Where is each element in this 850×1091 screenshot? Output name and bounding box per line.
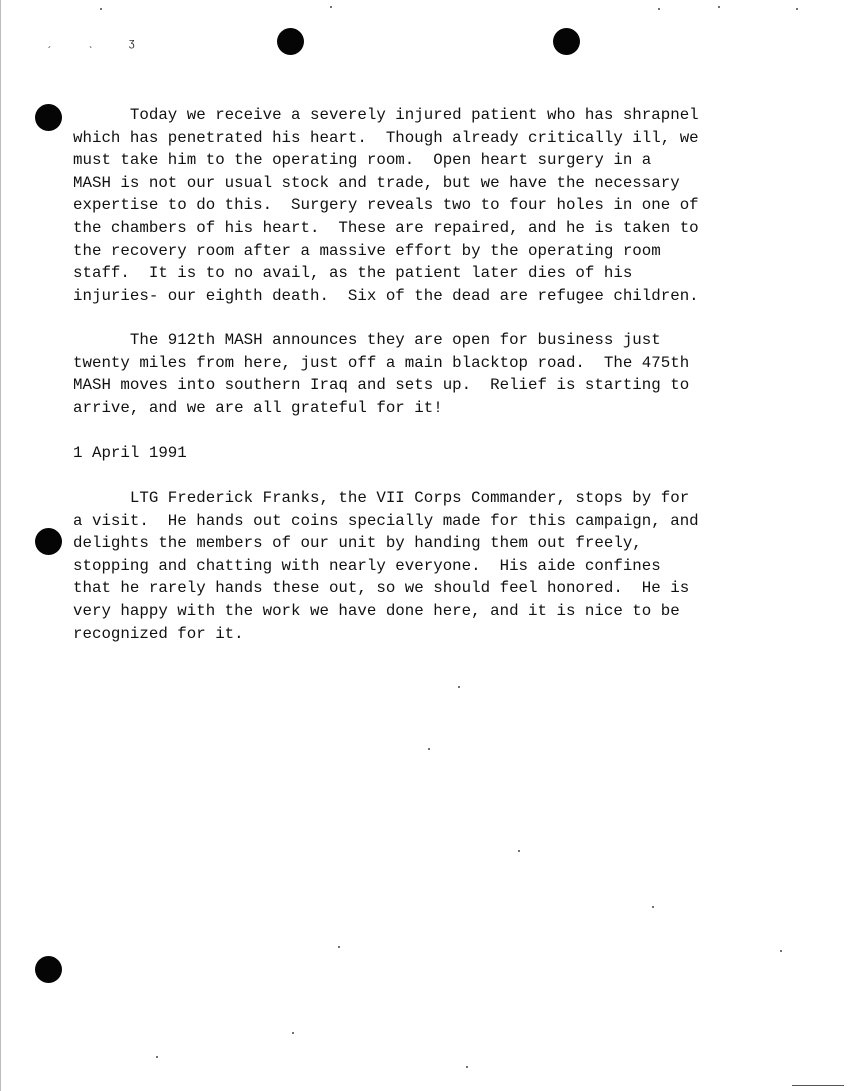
text-line: The 912th MASH announces they are open for business just (73, 331, 661, 349)
scan-speck (718, 6, 720, 8)
text-line: expertise to do this. Surgery reveals two to four holes in one of (73, 196, 699, 215)
scan-speck (100, 8, 102, 10)
scan-speck (780, 950, 782, 952)
paragraph-heart-surgery (73, 104, 753, 307)
text-line: the recovery room after a massive effort by the operating room (73, 241, 661, 260)
scan-speck (458, 686, 460, 688)
scan-speck (330, 6, 332, 8)
scan-corner-mark: ˏ ˎ ʒ (46, 38, 150, 50)
text-line: the chambers of his heart. These are repaired, and he is taken to (73, 218, 699, 237)
text-line: a visit. He hands out coins specially made for this campaign, and (73, 511, 699, 530)
text-line: stopping and chatting with nearly everyone. His aide confines (73, 556, 661, 575)
text-line: delights the members of our unit by handing them out freely, (73, 534, 642, 553)
punch-hole-top-left (277, 28, 304, 55)
text-line: arrive, and we are all grateful for it! (73, 398, 443, 417)
scan-speck (658, 8, 660, 10)
scan-speck (466, 1066, 468, 1068)
text-line: injuries- our eighth death. Six of the dead are refugee children. (73, 286, 699, 305)
text-line: which has penetrated his heart. Though already critically ill, we (73, 128, 699, 147)
punch-hole-left-upper (35, 104, 62, 131)
scan-speck (338, 946, 340, 948)
punch-hole-left-middle (35, 528, 62, 555)
scan-speck (652, 906, 654, 908)
scan-speck (292, 1032, 294, 1034)
text-line: that he rarely hands these out, so we should feel honored. He is (73, 579, 690, 598)
text-line: twenty miles from here, just off a main blacktop road. The 475th (73, 353, 690, 372)
text-line: very happy with the work we have done here, and it is nice to be (73, 601, 680, 620)
punch-hole-left-lower (35, 956, 62, 983)
text-line: LTG Frederick Franks, the VII Corps Commander, stops by for (73, 489, 690, 507)
text-line: must take him to the operating room. Open heart surgery in a (73, 151, 652, 170)
date-heading: 1 April 1991 (73, 444, 187, 462)
paragraph-franks-visit (73, 487, 753, 645)
scan-speck (518, 850, 520, 852)
page-edge (0, 0, 1, 1091)
paragraph-mash-relief (73, 329, 753, 419)
text-line: staff. It is to no avail, as the patient later dies of his (73, 264, 633, 283)
text-line: recognized for it. (73, 624, 244, 643)
text-line: MASH is not our usual stock and trade, but we have the necessary (73, 173, 680, 192)
punch-hole-top-right (553, 28, 580, 55)
text-line: Today we receive a severely injured patient who has shrapnel (73, 106, 699, 124)
scan-speck (156, 1056, 158, 1058)
scan-speck (796, 8, 798, 10)
scan-speck (428, 748, 430, 750)
scan-edge-mark (792, 1085, 844, 1086)
text-line: MASH moves into southern Iraq and sets up. Relief is starting to (73, 376, 690, 395)
